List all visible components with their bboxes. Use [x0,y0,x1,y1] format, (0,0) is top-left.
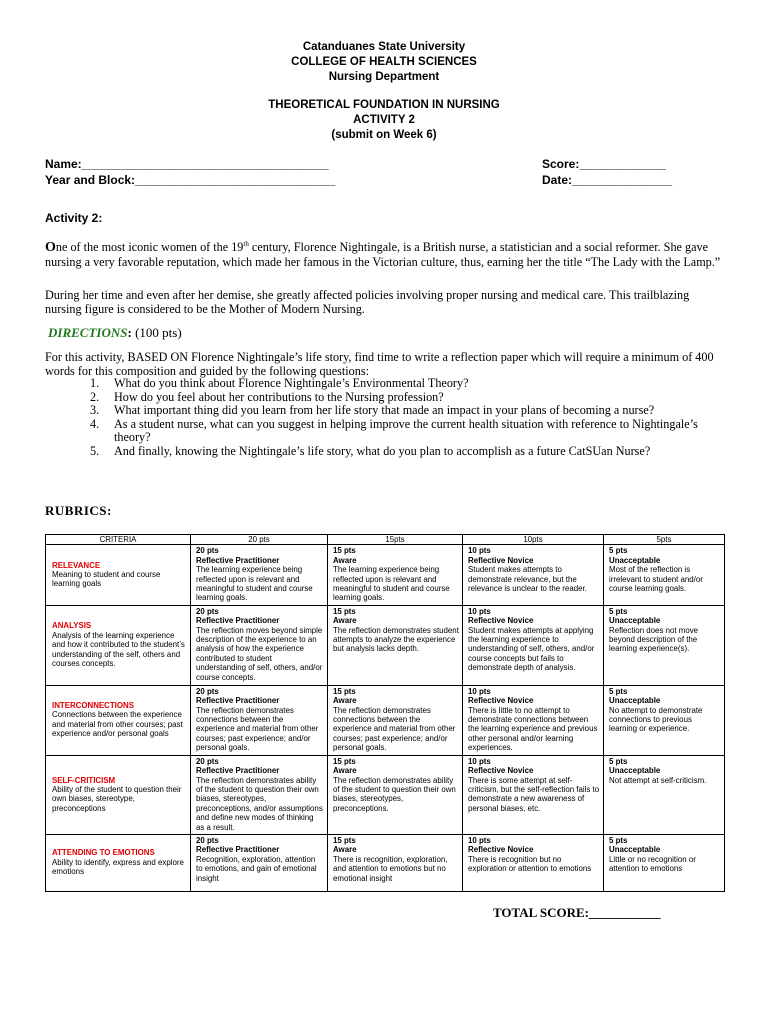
level-cell [604,685,725,755]
level-label: Unacceptable [609,696,661,706]
criterion-description: Ability to identify, express and explore emotions [52,857,184,877]
criterion-name: INTERCONNECTIONS [52,700,134,710]
level-points: 10 pts [468,835,491,845]
level-points: 10 pts [468,686,491,696]
level-points: 20 pts [196,606,219,616]
college-name: COLLEGE OF HEALTH SCIENCES [291,56,477,68]
level-label: Reflective Novice [468,696,534,706]
level-label: Aware [333,845,357,855]
rubric-row [46,834,725,891]
level-description: There is some attempt at self-criticism, but the self-reflection fails to demonstrate a new awareness of personal biases, etc. [468,775,600,813]
rubric-row [46,545,725,605]
level-label: Reflective Practitioner [196,555,280,565]
score-field: Score:_____________ [542,157,667,171]
level-cell [328,685,463,755]
guide-questions [90,377,720,459]
points-header: 5pts [604,535,725,545]
criterion-name: ANALYSIS [52,621,92,631]
question-item [90,404,720,418]
level-description: No attempt to demonstrate connections to previous learning or experience. [609,705,703,734]
instructions-paragraph: For this activity, BASED ON Florence Nightingale’s life story, find time to write a reflection paper which will require a minimum of 400 words for this composition and guided by the following questions: [45,350,714,378]
level-label: Reflective Practitioner [196,766,280,776]
criterion-cell [46,545,191,605]
level-cell [604,834,725,891]
level-cell [328,834,463,891]
level-cell [191,605,328,685]
question-number: 4. [90,416,100,431]
question-number: 3. [90,403,100,418]
directions-label: DIRECTIONS [48,325,128,340]
criterion-description: Meaning to student and course learning goals [52,569,161,589]
name-field: Name:_____________________________________ [45,157,329,171]
rubrics-heading: RUBRICS: [45,503,112,518]
rubric-row [46,605,725,685]
level-cell [328,755,463,834]
level-points: 15 pts [333,606,356,616]
level-points: 15 pts [333,546,356,556]
level-description: The learning experience being reflected upon is relevant and meaningful to student and course learning goals. [196,565,313,603]
level-cell [604,545,725,605]
level-label: Reflective Practitioner [196,696,280,706]
rubric-table [45,534,725,892]
criteria-header: CRITERIA [46,535,191,545]
question-text: What do you think about Florence Nightingale’s Environmental Theory? [114,376,469,390]
level-points: 15 pts [333,835,356,845]
intro-paragraph: One of the most iconic women of the 19th century, Florence Nightingale, is a British nurse, a statistician and a social reformer. She gave nursing a very favorable reputation, which made her famous in the Victorian culture, thus, earning her the title “The Lady with the Lamp.” [45,240,721,270]
level-cell [463,755,604,834]
level-description: Student makes attempts to demonstrate relevance, but the relevance is unclear to the reader. [468,565,587,594]
level-points: 5 pts [609,606,628,616]
activity-label: Activity 2: [45,211,103,225]
level-points: 20 pts [196,546,219,556]
question-text: How do you feel about her contributions to the Nursing profession? [114,389,444,404]
level-points: 10 pts [468,606,491,616]
level-label: Aware [333,555,357,565]
level-description: There is recognition but no exploration or attention to emotions [468,854,592,874]
level-points: 5 pts [609,546,628,556]
criterion-name: RELEVANCE [52,560,101,570]
question-item [90,377,720,391]
question-number: 5. [90,443,100,458]
level-label: Reflective Novice [468,555,534,565]
directions-points: (100 pts) [131,325,182,340]
level-label: Reflective Novice [468,616,534,626]
level-description: Student makes attempts at applying the learning experience to understanding of self, others, and/or course concepts but fails to demonstrate depth of analysis. [468,625,595,673]
level-points: 10 pts [468,756,491,766]
level-label: Reflective Practitioner [196,616,280,626]
university-name: Catanduanes State University [302,41,466,53]
level-cell [604,755,725,834]
department-name: Nursing Department [328,71,440,83]
level-label: Unacceptable [609,616,661,626]
criterion-cell [46,755,191,834]
level-label: Aware [333,766,357,776]
points-header: 20 pts [191,535,328,545]
criterion-name: ATTENDING TO EMOTIONS [52,848,155,858]
level-cell [604,605,725,685]
level-description: The reflection demonstrates connections between the experience and material from other courses; past experience; and/or personal goals. [196,705,319,753]
level-description: The reflection moves beyond simple description of the experience to an analysis of how the experience contributed to student understanding of self, others, and/or course concepts. [196,625,323,682]
level-label: Reflective Novice [468,766,534,776]
level-cell [463,545,604,605]
level-description: The reflection demonstrates student attempts to analyze the experience but analysis lacks depth. [333,625,459,654]
criterion-description: Connections between the experience and material from other courses; past experience and/or personal goals [52,710,183,739]
directions: DIRECTIONS: (100 pts) [48,325,182,340]
criterion-name: SELF-CRITICISM [52,775,116,785]
rubric-row [46,755,725,834]
level-points: 5 pts [609,756,628,766]
criterion-cell [46,605,191,685]
level-cell [463,605,604,685]
question-text: What important thing did you learn from her life story that made an impact in your plans of becoming a nurse? [114,403,655,418]
level-description: There is recognition, exploration, and attention to emotions but no emotional insight [333,854,448,883]
question-item [90,445,720,459]
legacy-paragraph: During her time and even after her demise, she greatly affected policies involving proper nursing and medical care. This trailblazing nursing figure is considered to be the Mother of Modern Nursing. [45,288,690,316]
level-label: Reflective Practitioner [196,845,280,855]
level-description: There is little to no attempt to demonstrate connections between the learning experience and previous other personal and/or learning experiences. [468,705,598,753]
level-points: 5 pts [609,835,628,845]
activity-title [0,98,768,143]
question-text: As a student nurse, what can you suggest in helping improve the current health situation with reference to Nightingale’s theory? [114,416,698,445]
criterion-description: Ability of the student to question their own biases, stereotype, preconceptions [52,784,182,813]
level-description: Little or no recognition or attention to emotions [609,854,696,874]
total-score: TOTAL SCORE:___________ [493,905,661,920]
level-label: Aware [333,616,357,626]
drop-cap: O [45,240,56,256]
level-description: The reflection demonstrates ability of the student to question their own biases, stereotypes, preconceptions. [333,775,456,813]
level-label: Unacceptable [609,845,661,855]
activity-number: ACTIVITY 2 [353,114,415,126]
level-description: The learning experience being reflected upon is relevant and meaningful to student and course learning goals. [333,565,450,603]
level-cell [328,545,463,605]
level-description: Not attempt at self-criticism. [609,775,707,785]
level-cell [191,685,328,755]
criterion-cell [46,685,191,755]
level-points: 5 pts [609,686,628,696]
level-description: Reflection does not move beyond description of the learning experience(s). [609,625,699,654]
level-description: The reflection demonstrates connections between the experience and material from other courses; past experience; and/or personal goals. [333,705,456,753]
level-label: Unacceptable [609,555,661,565]
level-description: Recognition, exploration, attention to emotions, and gain of emotional insight [196,854,317,883]
question-item [90,418,720,445]
document-header [0,40,768,85]
level-cell [191,545,328,605]
level-cell [328,605,463,685]
level-label: Reflective Novice [468,845,534,855]
question-number: 2. [90,389,100,404]
date-field: Date:_______________ [542,173,673,187]
level-points: 15 pts [333,686,356,696]
question-item [90,391,720,405]
points-header: 10pts [463,535,604,545]
level-cell [191,755,328,834]
level-label: Unacceptable [609,766,661,776]
level-points: 20 pts [196,835,219,845]
points-header: 15pts [328,535,463,545]
submission-note: (submit on Week 6) [331,129,437,141]
level-label: Aware [333,696,357,706]
level-points: 20 pts [196,756,219,766]
criterion-cell [46,834,191,891]
question-text: And finally, knowing the Nightingale’s life story, what do you plan to accomplish as a future CatSUan Nurse? [114,443,651,458]
year-block-field: Year and Block:______________________________ [45,173,336,187]
question-number: 1. [90,376,100,390]
level-description: The reflection demonstrates ability of the student to question their own biases, stereotypes, preconceptions, and/or assumptions and define new modes of thinking as a result. [196,775,323,832]
rubric-row [46,685,725,755]
course-title: THEORETICAL FOUNDATION IN NURSING [268,99,500,111]
criterion-description: Analysis of the learning experience and how it contributed to the student’s understanding of the self, others and courses concepts. [52,630,185,668]
level-description: Most of the reflection is irrelevant to student and/or course learning goals. [609,565,703,594]
level-points: 15 pts [333,756,356,766]
level-cell [463,834,604,891]
level-cell [463,685,604,755]
rubric-header-row [46,535,725,545]
level-points: 20 pts [196,686,219,696]
level-cell [191,834,328,891]
level-points: 10 pts [468,546,491,556]
